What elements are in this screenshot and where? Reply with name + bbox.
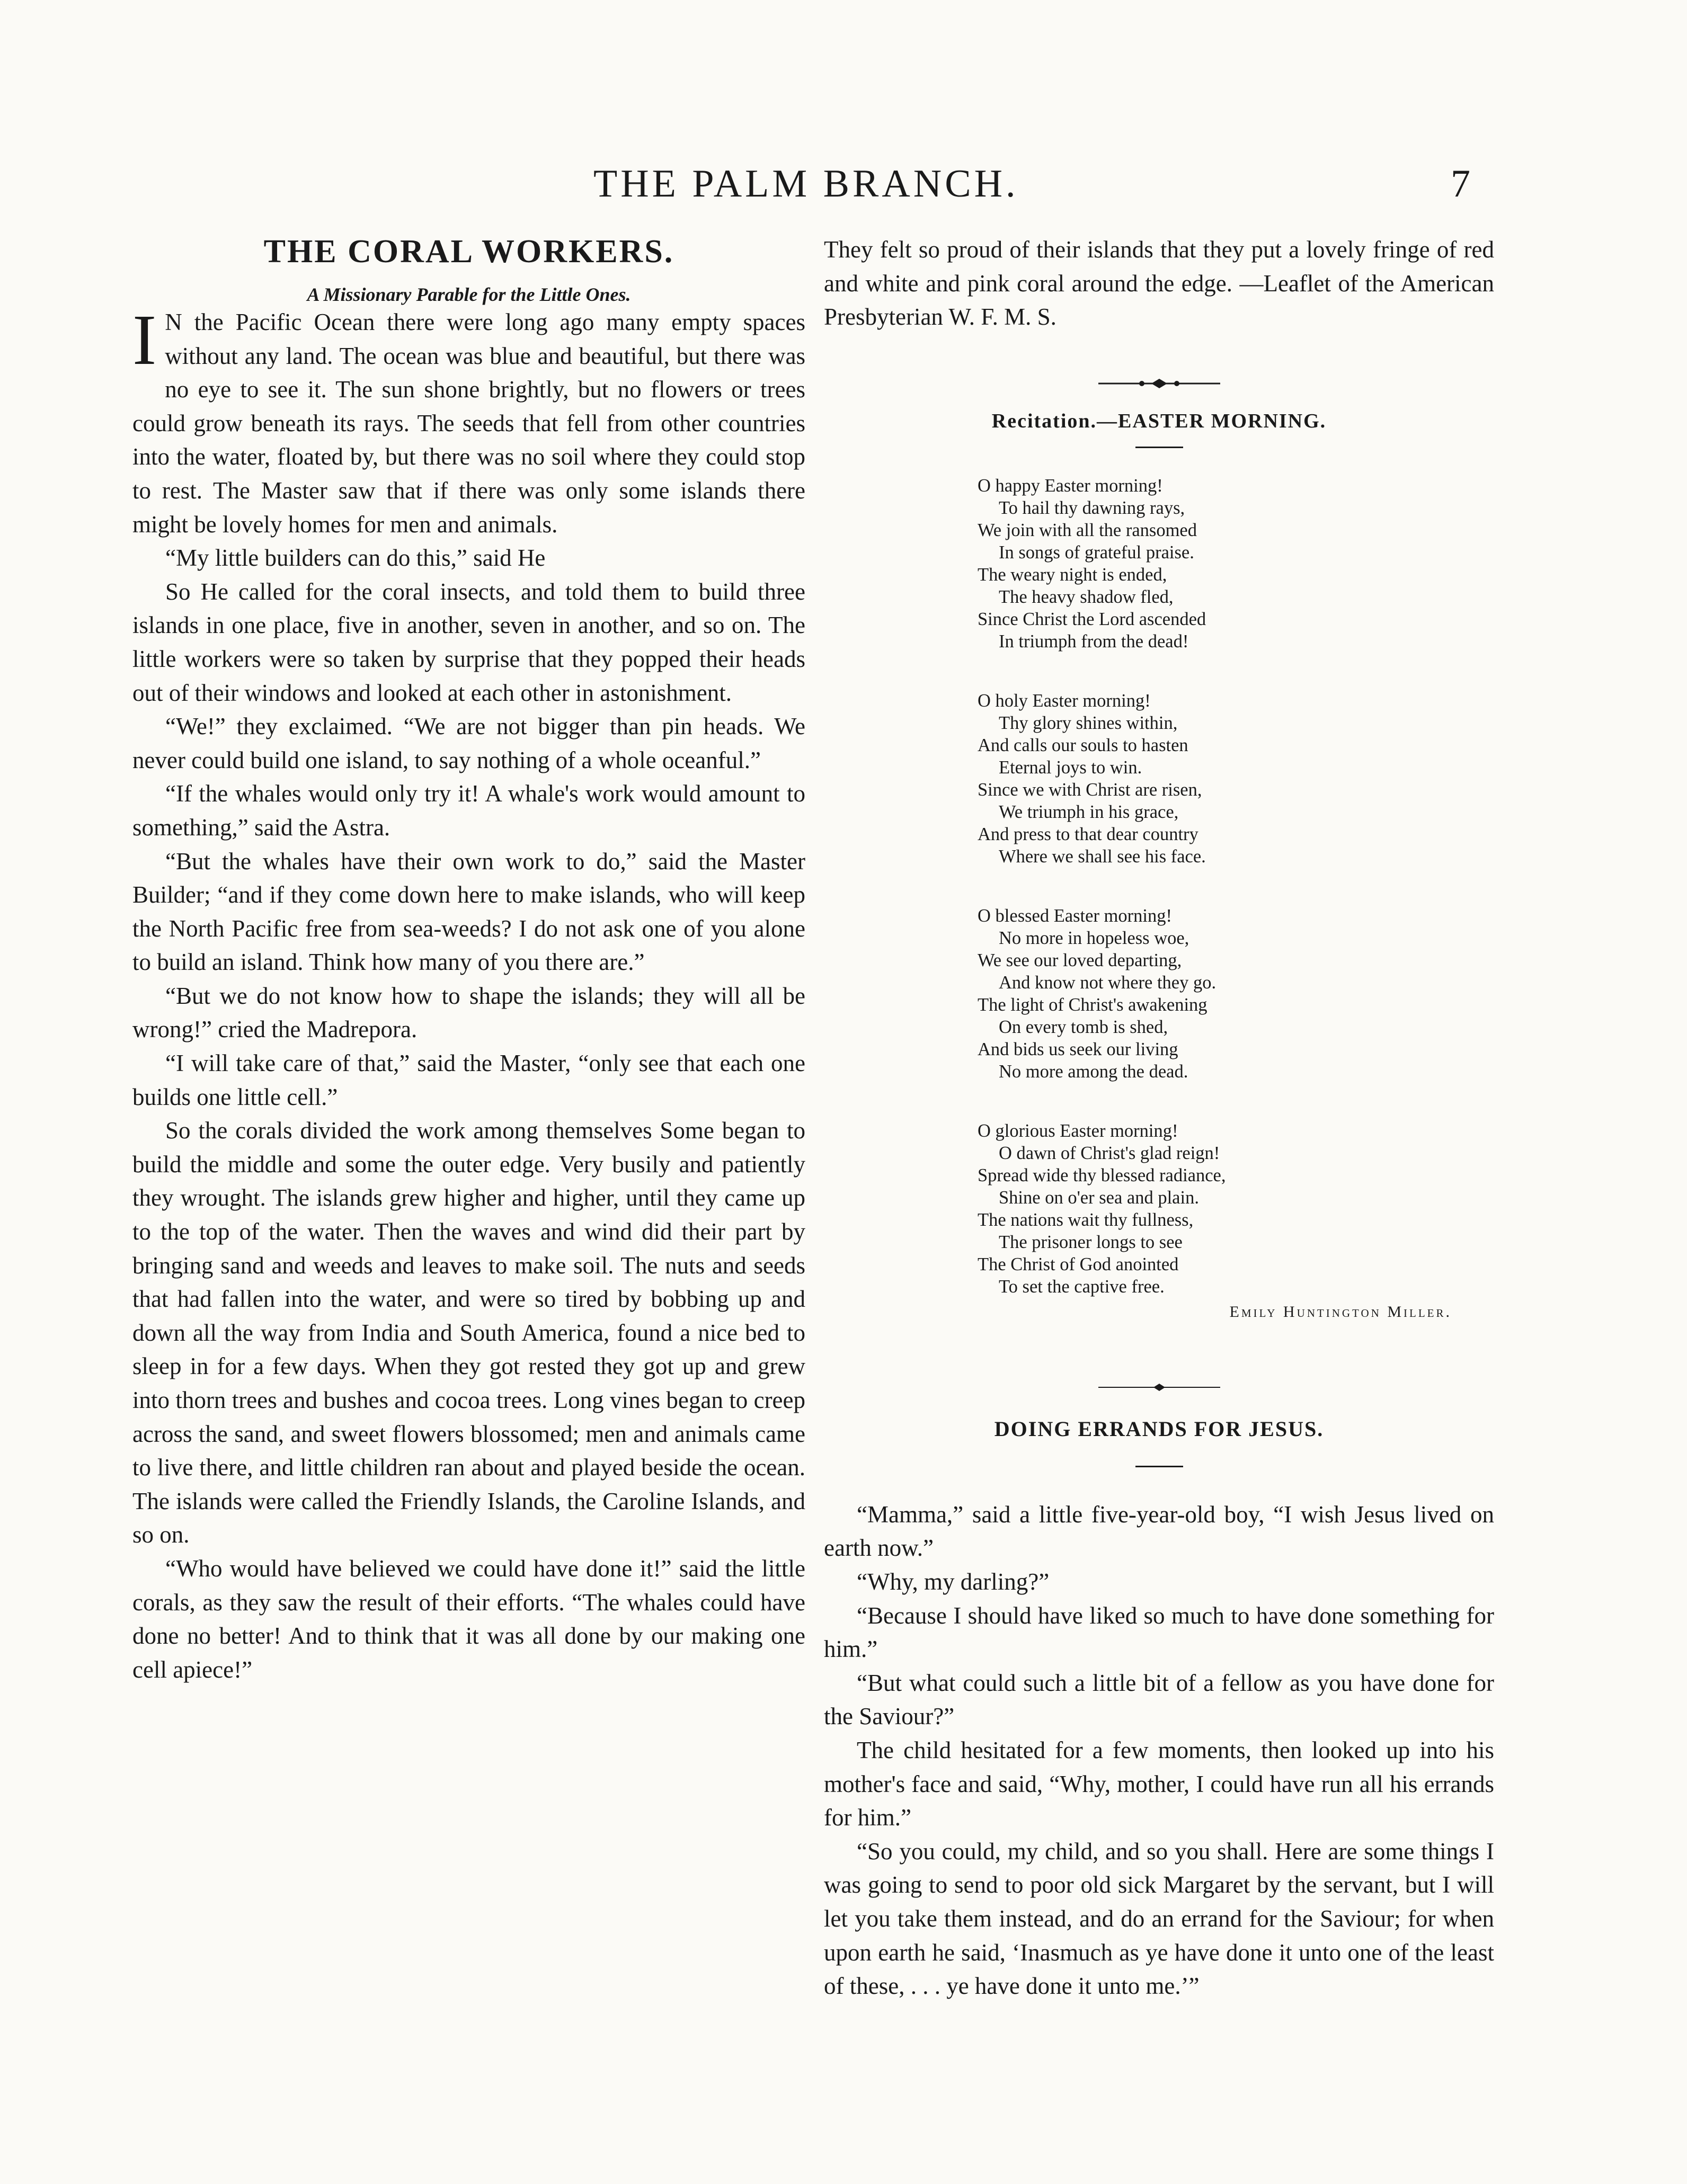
poem-line: And bids us seek our living — [978, 1039, 1178, 1059]
paragraph: “Because I should have liked so much to have done something for him.” — [824, 1602, 1494, 1663]
paragraph: “Who would have believed we could have done it!” said the little corals, as they saw the result of their efforts. “The whales could have done no better! And to think that it was all done by our making one cell apiece!” — [132, 1555, 805, 1683]
poem-line: Shine on o'er sea and plain. — [999, 1187, 1199, 1208]
poem-line: O glorious Easter morning! — [978, 1120, 1178, 1141]
page-number: 7 — [1451, 162, 1470, 206]
poem-line: O dawn of Christ's glad reign! — [999, 1143, 1220, 1163]
paragraph: “We!” they exclaimed. “We are not bigger than pin heads. We never could build one island, to say nothing of a whole oceanful.” — [132, 713, 805, 773]
poem-line: Spread wide thy blessed radiance, — [978, 1165, 1226, 1185]
title-rule — [1135, 447, 1183, 448]
poem-line: In triumph from the dead! — [999, 631, 1189, 652]
paragraph: “My little builders can do this,” said He — [165, 545, 546, 572]
poem-stanza — [978, 475, 1494, 653]
poem-line: The prisoner longs to see — [999, 1232, 1183, 1252]
poem-line: And press to that dear country — [978, 824, 1198, 844]
poem-line: Since we with Christ are risen, — [978, 779, 1202, 800]
right-column — [824, 233, 1494, 2003]
page-header — [0, 162, 1687, 225]
poem-line: No more in hopeless woe, — [999, 928, 1189, 948]
paragraph: “I will take care of that,” said the Master, “only see that each one builds one little cell.” — [132, 1050, 805, 1110]
article-title: THE CORAL WORKERS. — [263, 234, 674, 270]
poem-line: No more among the dead. — [999, 1061, 1188, 1082]
poem-line: Eternal joys to win. — [999, 757, 1142, 778]
poem-line: To set the captive free. — [999, 1276, 1165, 1297]
left-column — [132, 233, 805, 1687]
poem-line: To hail thy dawning rays, — [999, 497, 1185, 518]
poem — [978, 475, 1494, 1298]
paragraph: I N the Pacific Ocean there were long ago many empty spaces without any land. The ocean was blue and beautiful, but there was no eye to see it. The sun shone brightly, but no flowers or trees could grow beneath its rays. The seeds that fell from other countries into the water, floated by, but there was no soil where they could stop to rest. The Master saw that if there was only some islands there might be lovely homes for men and animals. — [132, 300, 805, 538]
poem-line: We join with all the ransomed — [978, 520, 1197, 540]
paragraph: So He called for the coral insects, and told them to build three islands in one place, five in another, seven in another, and so on. The little workers were so taken by surprise that they popped their heads out of their windows and looked at each other in astonishment. — [132, 578, 805, 706]
paragraph: “If the whales would only try it! A whale's work would amount to something,” said the Astra. — [132, 780, 805, 841]
poem-title: Recitation.—EASTER MORNING. — [991, 409, 1327, 432]
poem-line: O happy Easter morning! — [978, 475, 1163, 496]
poem-line: And calls our souls to hasten — [978, 735, 1188, 755]
poem-line: The heavy shadow fled, — [999, 586, 1174, 607]
poem-line: Where we shall see his face. — [999, 846, 1206, 867]
poem-line: On every tomb is shed, — [999, 1017, 1168, 1037]
paragraph: “But what could such a little bit of a fellow as you have done for the Saviour?” — [824, 1669, 1494, 1730]
ornament-divider — [1098, 1379, 1220, 1395]
poem-line: The light of Christ's awakening — [978, 994, 1207, 1015]
paragraph: “Why, my darling?” — [857, 1568, 1050, 1595]
poem-line: The Christ of God anointed — [978, 1254, 1179, 1274]
paragraph: “But the whales have their own work to do,” said the Master Builder; “and if they come down here to make islands, who will keep the North Pacific free from sea-weeds? I do not ask one of you alone to build an island. Think how many of you there are.” — [132, 848, 805, 976]
poem-line: O holy Easter morning! — [978, 690, 1151, 711]
drop-cap: I — [132, 300, 157, 380]
story — [824, 1498, 1494, 2003]
paragraph: So the corals divided the work among themselves Some began to build the middle and some the outer edge. Very busily and patiently they wrought. The islands grew higher and higher, until they came up to the top of the water. Then the waves and wind did their part by bringing sand and weeds and leaves to make soil. The nuts and seeds that had fallen into the water, and were so tired by bobbing up and down all the way from India and South America, found a nice bed to sleep in for a few days. When they got rested they got up and grew into thorn trees and bushes and cocoa trees. Long vines began to creep across the sand, and sweet flowers blossomed; men and animals came to live there, and little children ran about and played beside the ocean. The islands were called the Friendly Islands, the Caroline Islands, and so on. — [132, 1117, 805, 1548]
paragraph: The child hesitated for a few moments, then looked up into his mother's face and said, “Why, mother, I could have run all his errands for him.” — [824, 1736, 1494, 1831]
paragraph: “Mamma,” said a little five-year-old boy, “I wish Jesus lived on earth now.” — [824, 1501, 1494, 1562]
poem-line: Thy glory shines within, — [999, 712, 1178, 733]
title-rule — [1135, 1466, 1183, 1467]
ornament-divider — [1098, 376, 1220, 391]
paragraph: “But we do not know how to shape the islands; they will all be wrong!” cried the Madrepora. — [132, 982, 805, 1043]
poem-stanza — [978, 690, 1494, 868]
poem-line: The weary night is ended, — [978, 564, 1167, 585]
article-subtitle: A Missionary Parable for the Little Ones. — [307, 284, 631, 305]
poem-line: O blessed Easter morning! — [978, 905, 1172, 926]
poem-line: And know not where they go. — [999, 972, 1217, 993]
poem-author: Emily Huntington Miller. — [1229, 1303, 1452, 1321]
poem-line: Since Christ the Lord ascended — [978, 609, 1206, 629]
poem-stanza — [978, 905, 1494, 1083]
poem-line: The nations wait thy fullness, — [978, 1209, 1194, 1230]
continuation-paragraph: They felt so proud of their islands that they put a lovely fringe of red and white and pink coral around the edge. —Leaflet of the American Presbyterian W. F. M. S. — [824, 236, 1494, 331]
publication-title: THE PALM BRANCH. — [593, 162, 1019, 206]
poem-stanza — [978, 1120, 1494, 1298]
poem-line: We see our loved departing, — [978, 950, 1182, 970]
poem-line: In songs of grateful praise. — [999, 542, 1194, 563]
poem-line: We triumph in his grace, — [999, 801, 1179, 822]
paragraph: “So you could, my child, and so you shall. Here are some things I was going to send to poor old sick Margaret by the servant, but I will let you take them instead, and do an errand for the Saviour; for when upon earth he said, ‘Inasmuch as ye have done it unto one of the least of these, . . . ye have done it unto me.’” — [824, 1838, 1494, 2000]
story-title: DOING ERRANDS FOR JESUS. — [994, 1416, 1324, 1441]
